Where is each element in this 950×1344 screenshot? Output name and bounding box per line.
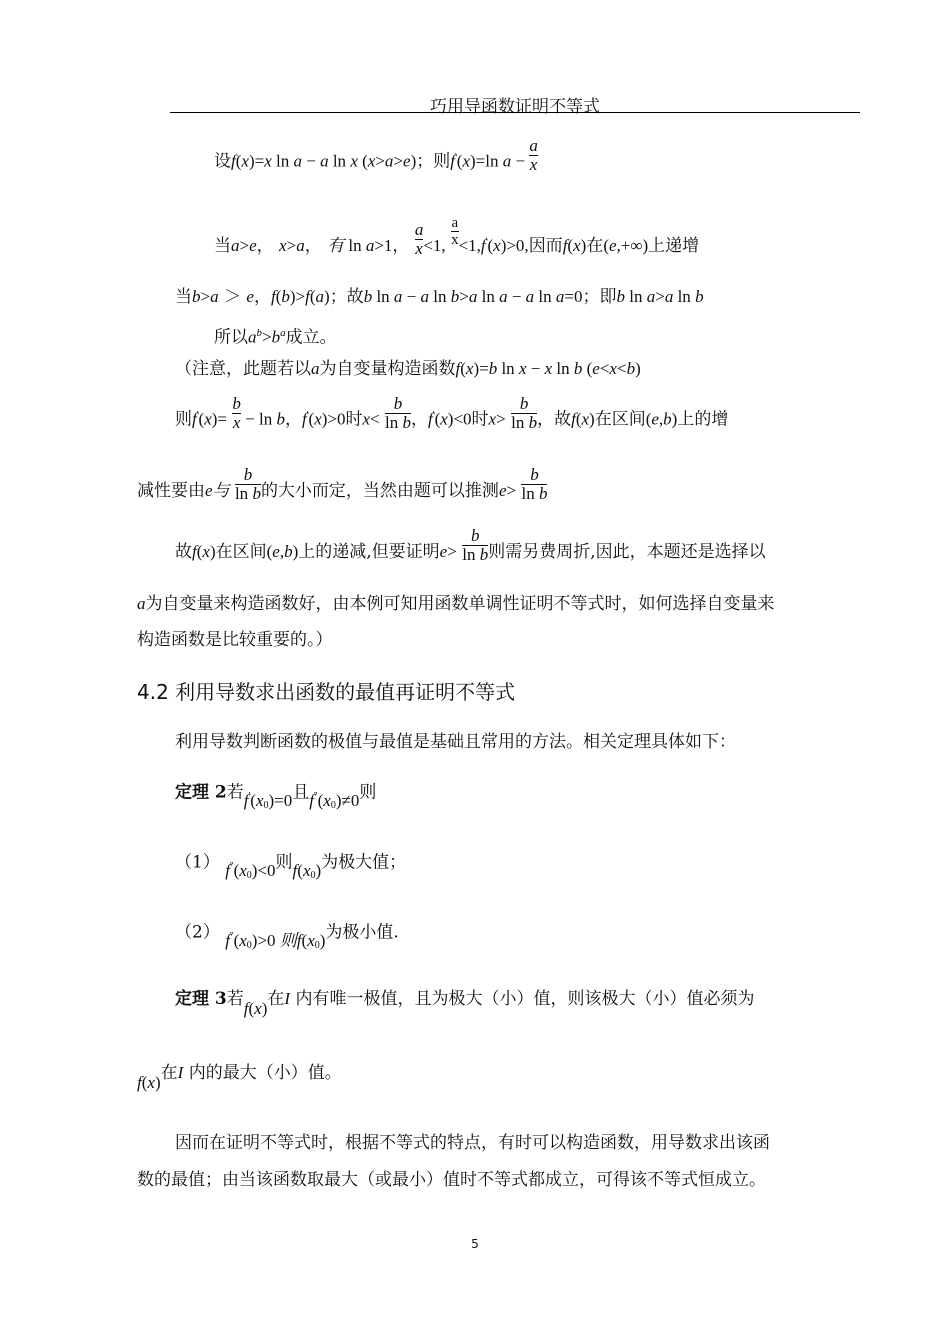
theorem-2-label: 定理 2: [175, 782, 227, 803]
theorem-3: 定理 3若f(x)在I 内有唯一极值，且为极大（小）值，则该极大（小）值必须为: [175, 989, 755, 1018]
theorem-3-label: 定理 3: [175, 989, 227, 1009]
equation-line-3: 当b>a ＞ e，f(b)>f(a)；故b ln a − a ln b>a ln a − a ln a=0；即b ln a>a ln b: [175, 287, 704, 307]
note-line-1: （注意，此题若以a为自变量构造函数f(x)=b ln x − x ln b (e<x<b): [175, 359, 641, 379]
equation-line-4: 所以$a^b>b^a$成立。: [214, 327, 337, 348]
theorem-2-item-2: （2） $f''(x_0)>0$ 则$f(x_0)$为极小值.: [175, 922, 399, 952]
note-line-4: 故f(x)在区间(e,b)上的递减,但要证明e> $\frac{b}{\text{ln b}}$ 则需另费周折,因此，本题还是选择以: [175, 526, 766, 564]
running-header: 巧用导函数证明不等式: [430, 97, 600, 117]
theorem-2: 定理 2若$f'(x_0)=0$且$f''(x_0)\ne 0$则: [175, 782, 377, 812]
body-paragraph-2: 因而在证明不等式时，根据不等式的特点，有时可以构造函数，用导数求出该函: [175, 1133, 770, 1153]
body-paragraph-1: 利用导数判断函数的极值与最值是基础且常用的方法。相关定理具体如下：: [175, 732, 736, 752]
note-line-6: 构造函数是比较重要的。）: [137, 630, 333, 650]
page-number: 5: [471, 1237, 479, 1251]
section-heading: 4.2 利用导数求出函数的最值再证明不等式: [137, 680, 516, 704]
equation-line-1: 设f(x)=x ln a − a ln x (x>a>e)；则f'(x)=ln a − $\frac{a}{x}$: [214, 135, 538, 174]
theorem-2-item-1: （1） $f''(x_0)<0$则$f(x_0)$为极大值；: [175, 852, 407, 882]
note-line-3: 减性要由e与 $\frac{b}{\text{ln b}}$ 的大小而定，当然由题可以推测e> $\frac{b}{\text{ln b}}$: [137, 465, 548, 503]
body-paragraph-3: 数的最值；由当该函数取最大（或最小）值时不等式都成立，可得该不等式恒成立。: [137, 1170, 766, 1190]
theorem-3-continued: f(x)在I 内的最大（小）值。: [137, 1063, 342, 1092]
header-rule: [170, 112, 860, 113]
equation-line-2: 当a>e， x>a， 有 ln a>1， $\frac{a}{x}$ <1, $\frac{a}{x}$ <1,f'(x)>0,因而f(x)在(e,+∞)上递增: [214, 215, 700, 258]
note-line-2: 则f'(x)= $\frac{b}{x}$ − ln b，f'(x)>0时x< $\frac{b}{\text{ln b}}$ ，f'(x)<0时x> $\frac{b}{\text{ln b}}$ ，故f(x)在区间(e,b)上的增: [175, 393, 729, 432]
note-line-5: a为自变量来构造函数好，由本例可知用函数单调性证明不等式时，如何选择自变量来: [137, 594, 775, 614]
